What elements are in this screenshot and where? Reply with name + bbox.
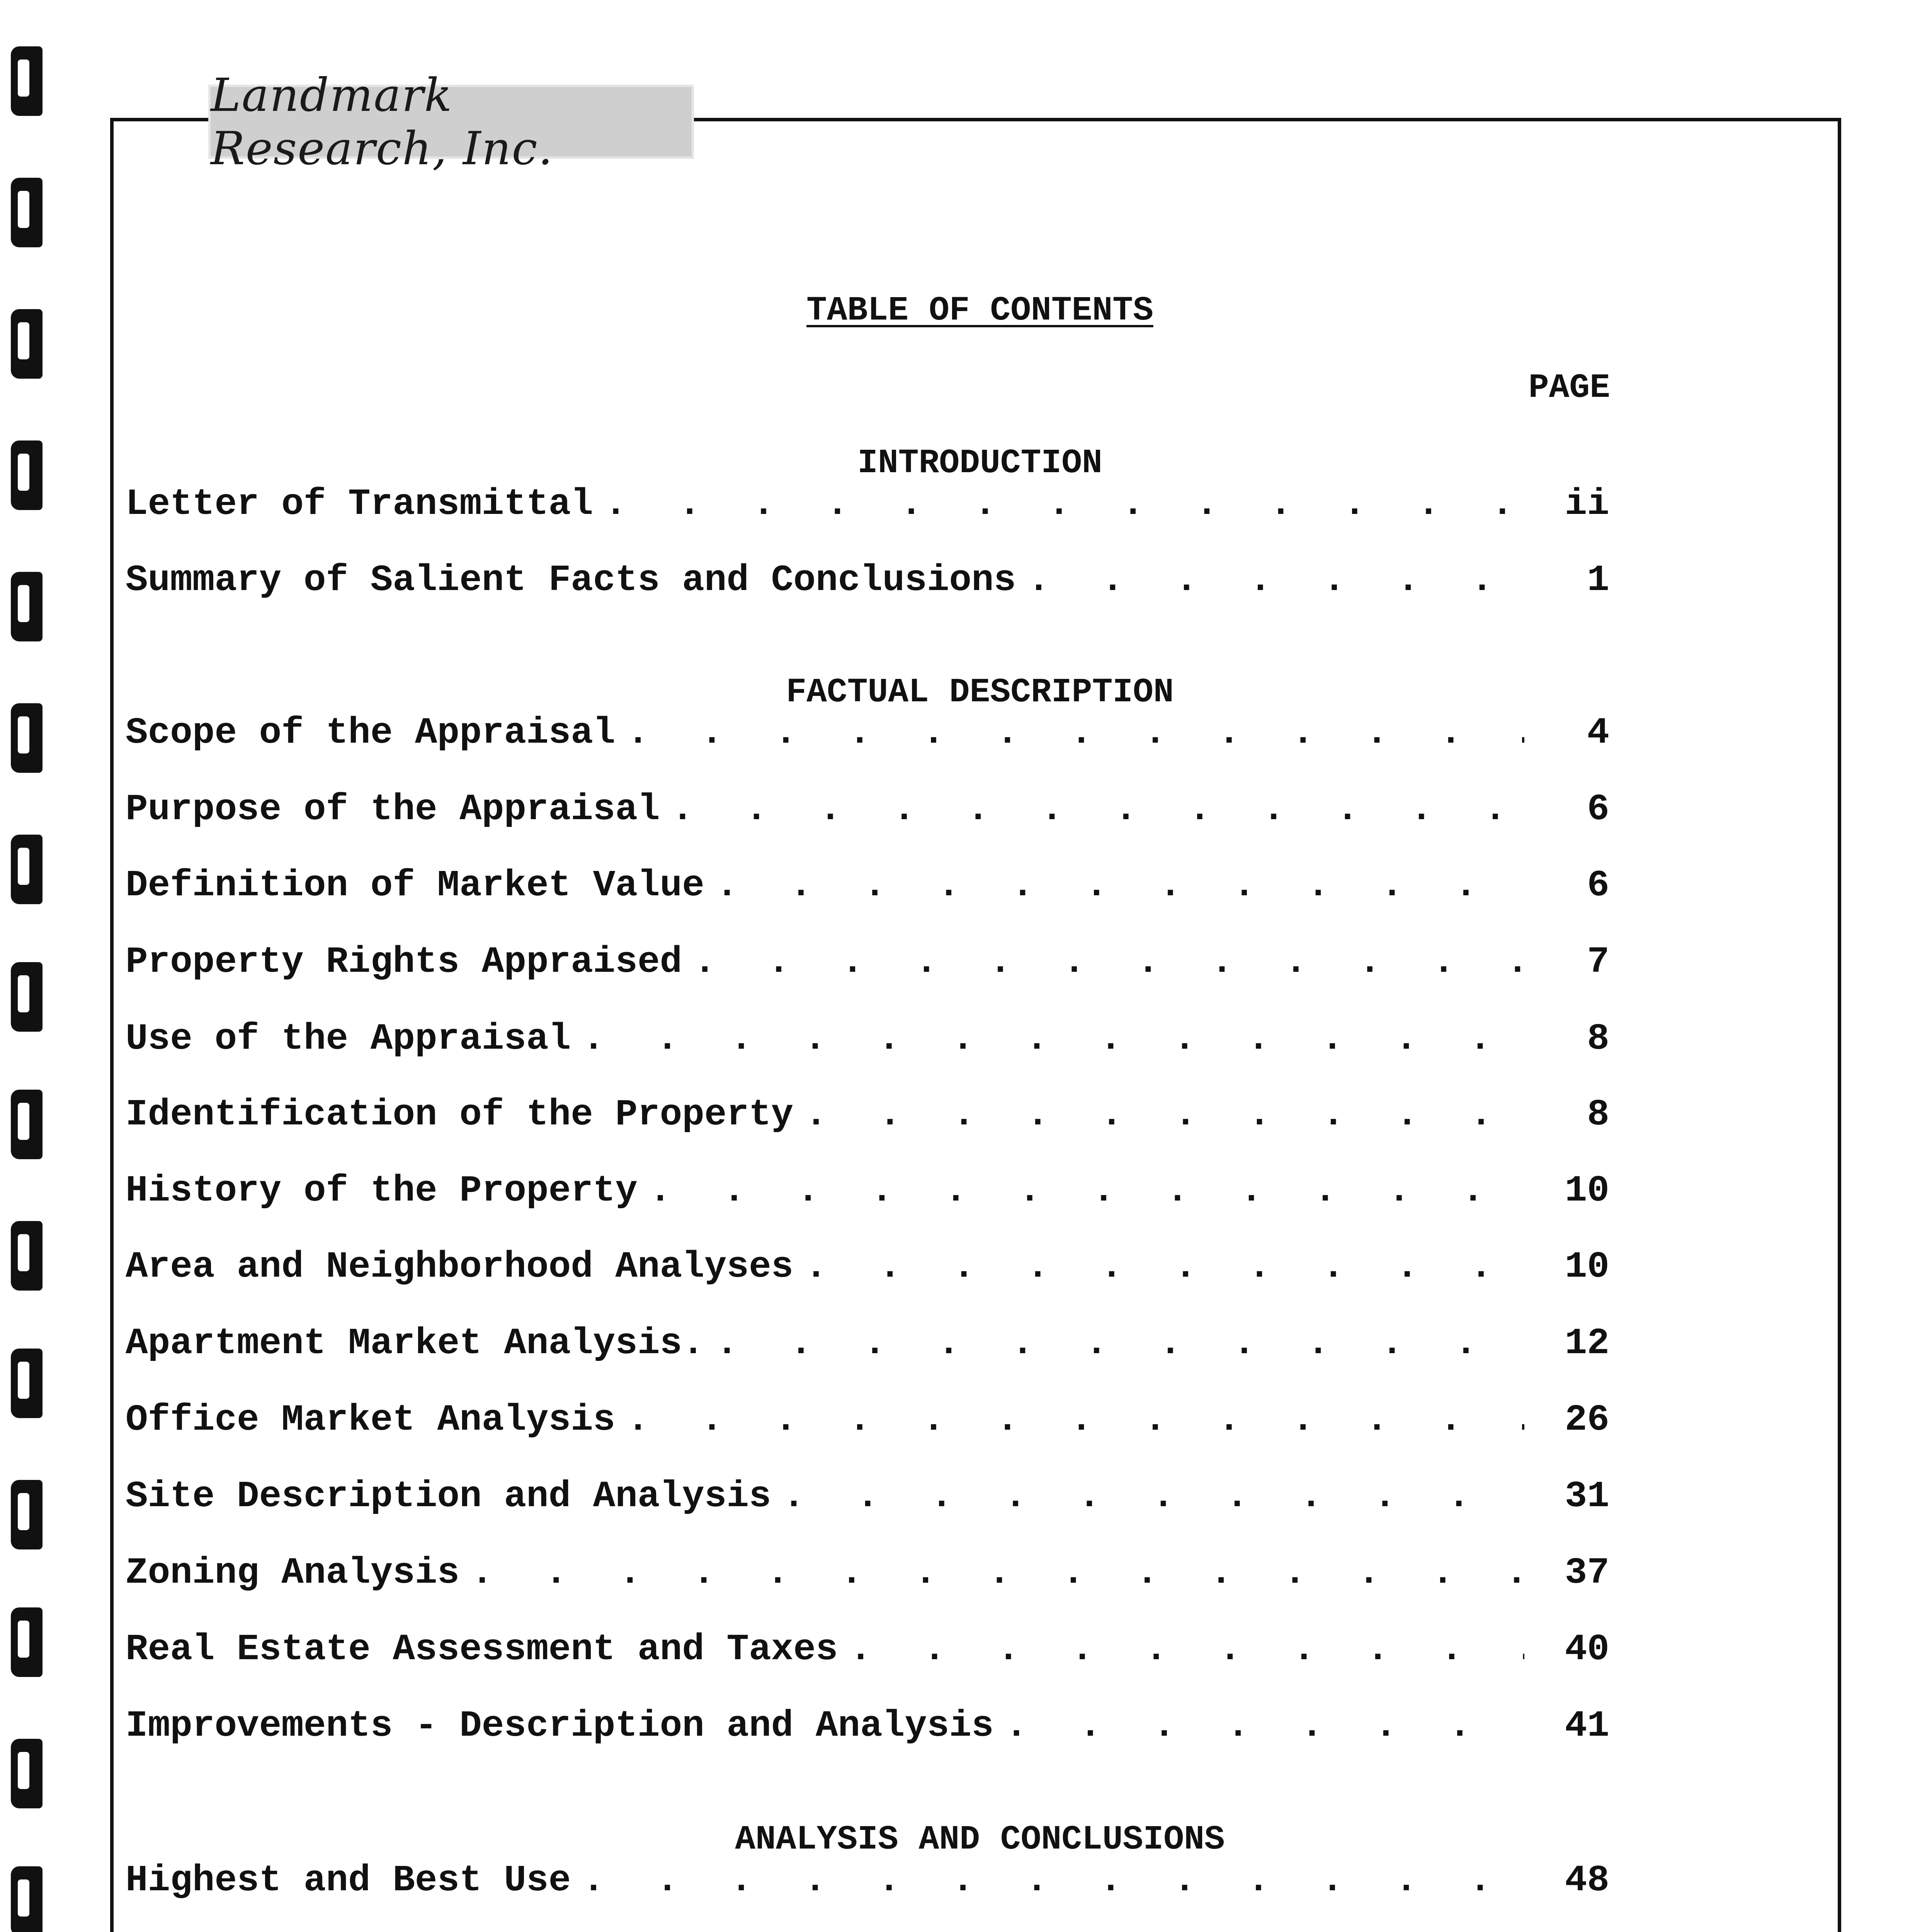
page-column-label: PAGE (1528, 369, 1610, 407)
dot-leader (1005, 1705, 1524, 1747)
toc-entry (126, 1322, 1609, 1365)
binding-hole (11, 178, 43, 247)
dot-leader (649, 1170, 1524, 1212)
toc-entry-title: Area and Neighborhood Analyses (126, 1246, 794, 1288)
page-title: TABLE OF CONTENTS (806, 292, 1153, 330)
toc-entry-page: 6 (1587, 788, 1609, 830)
toc-entry (126, 1859, 1609, 1902)
toc-entry-title: Improvements - Description and Analysis (126, 1705, 994, 1747)
dot-leader (627, 1399, 1524, 1441)
toc-entry (126, 1705, 1609, 1747)
section-heading-introduction: INTRODUCTION (857, 444, 1102, 483)
binding-hole (11, 1221, 43, 1291)
dot-leader (582, 1018, 1524, 1060)
toc-entry-page: 41 (1565, 1705, 1609, 1747)
toc-entry-title: Use of the Appraisal (126, 1018, 571, 1060)
toc-entry-title: Real Estate Assessment and Taxes (126, 1628, 838, 1670)
toc-entry-title: Zoning Analysis (126, 1552, 460, 1594)
toc-entry-title: Summary of Salient Facts and Conclusions (126, 559, 1016, 601)
toc-entry-page: 26 (1565, 1399, 1609, 1441)
toc-entry (126, 559, 1609, 602)
toc-entry-title: Apartment Market Analysis. (126, 1322, 704, 1364)
toc-entry-page: 1 (1587, 559, 1609, 601)
toc-entry-page: 31 (1565, 1475, 1609, 1517)
toc-entry (126, 788, 1609, 831)
toc-entry-title: Highest and Best Use (126, 1859, 571, 1901)
toc-entry (126, 483, 1609, 526)
toc-entry-title: Office Market Analysis (126, 1399, 616, 1441)
toc-entry-title: Identification of the Property (126, 1094, 794, 1136)
dot-leader (1027, 559, 1524, 601)
spiral-binding (7, 0, 49, 1932)
toc-entry-title: Letter of Transmittal (126, 483, 593, 525)
toc-entry-title: Definition of Market Value (126, 864, 704, 906)
toc-entry (126, 1018, 1609, 1060)
dot-leader (783, 1475, 1524, 1517)
binding-hole (11, 703, 43, 773)
binding-hole (11, 1480, 43, 1549)
toc-entry (126, 1094, 1609, 1136)
toc-entry-title: History of the Property (126, 1170, 638, 1212)
toc-entry (126, 1475, 1609, 1518)
company-logo-text: Landmark Research, Inc. (211, 68, 554, 175)
binding-hole (11, 835, 43, 904)
toc-entry-page: ii (1565, 483, 1609, 525)
binding-hole (11, 1866, 43, 1932)
toc-entry-page: 37 (1565, 1552, 1609, 1594)
toc-entry-page: 40 (1565, 1628, 1609, 1670)
toc-entry (126, 864, 1609, 907)
dot-leader (716, 1322, 1524, 1364)
company-logo (211, 68, 692, 175)
toc-entry-title: Scope of the Appraisal (126, 712, 616, 754)
binding-hole (11, 962, 43, 1032)
binding-hole (11, 572, 43, 641)
dot-leader (716, 864, 1524, 906)
toc-entry (126, 1552, 1609, 1594)
toc-entry (126, 941, 1609, 983)
toc-entry (126, 1246, 1609, 1288)
toc-entry-page: 48 (1565, 1859, 1609, 1901)
toc-entry (126, 1399, 1609, 1441)
binding-hole (11, 1349, 43, 1418)
toc-entry-page: 10 (1565, 1246, 1609, 1288)
toc-entry-page: 8 (1587, 1018, 1609, 1060)
toc-entry-page: 12 (1565, 1322, 1609, 1364)
toc-entry-page: 4 (1587, 712, 1609, 754)
toc-entry-title: Purpose of the Appraisal (126, 788, 660, 830)
dot-leader (805, 1094, 1524, 1136)
section-heading-analysis-and-conclusions: ANALYSIS AND CONCLUSIONS (735, 1821, 1225, 1859)
dot-leader (471, 1552, 1524, 1594)
binding-hole (11, 46, 43, 116)
dot-leader (627, 712, 1524, 754)
section-heading-factual-description: FACTUAL DESCRIPTION (786, 673, 1174, 712)
toc-entry (126, 712, 1609, 754)
dot-leader (850, 1628, 1525, 1670)
binding-hole (11, 1607, 43, 1677)
dot-leader (605, 483, 1524, 525)
binding-hole (11, 1090, 43, 1159)
dot-leader (694, 941, 1524, 983)
toc-entry-page: 10 (1565, 1170, 1609, 1212)
binding-hole (11, 1739, 43, 1808)
toc-entry-page: 6 (1587, 864, 1609, 906)
toc-entry-title: Site Description and Analysis (126, 1475, 771, 1517)
toc-entry (126, 1170, 1609, 1212)
toc-entry-page: 7 (1587, 941, 1609, 983)
dot-leader (805, 1246, 1524, 1288)
dot-leader (582, 1859, 1524, 1901)
dot-leader (672, 788, 1524, 830)
toc-entry-title: Property Rights Appraised (126, 941, 682, 983)
toc-entry (126, 1628, 1609, 1671)
toc-entry-page: 8 (1587, 1094, 1609, 1136)
